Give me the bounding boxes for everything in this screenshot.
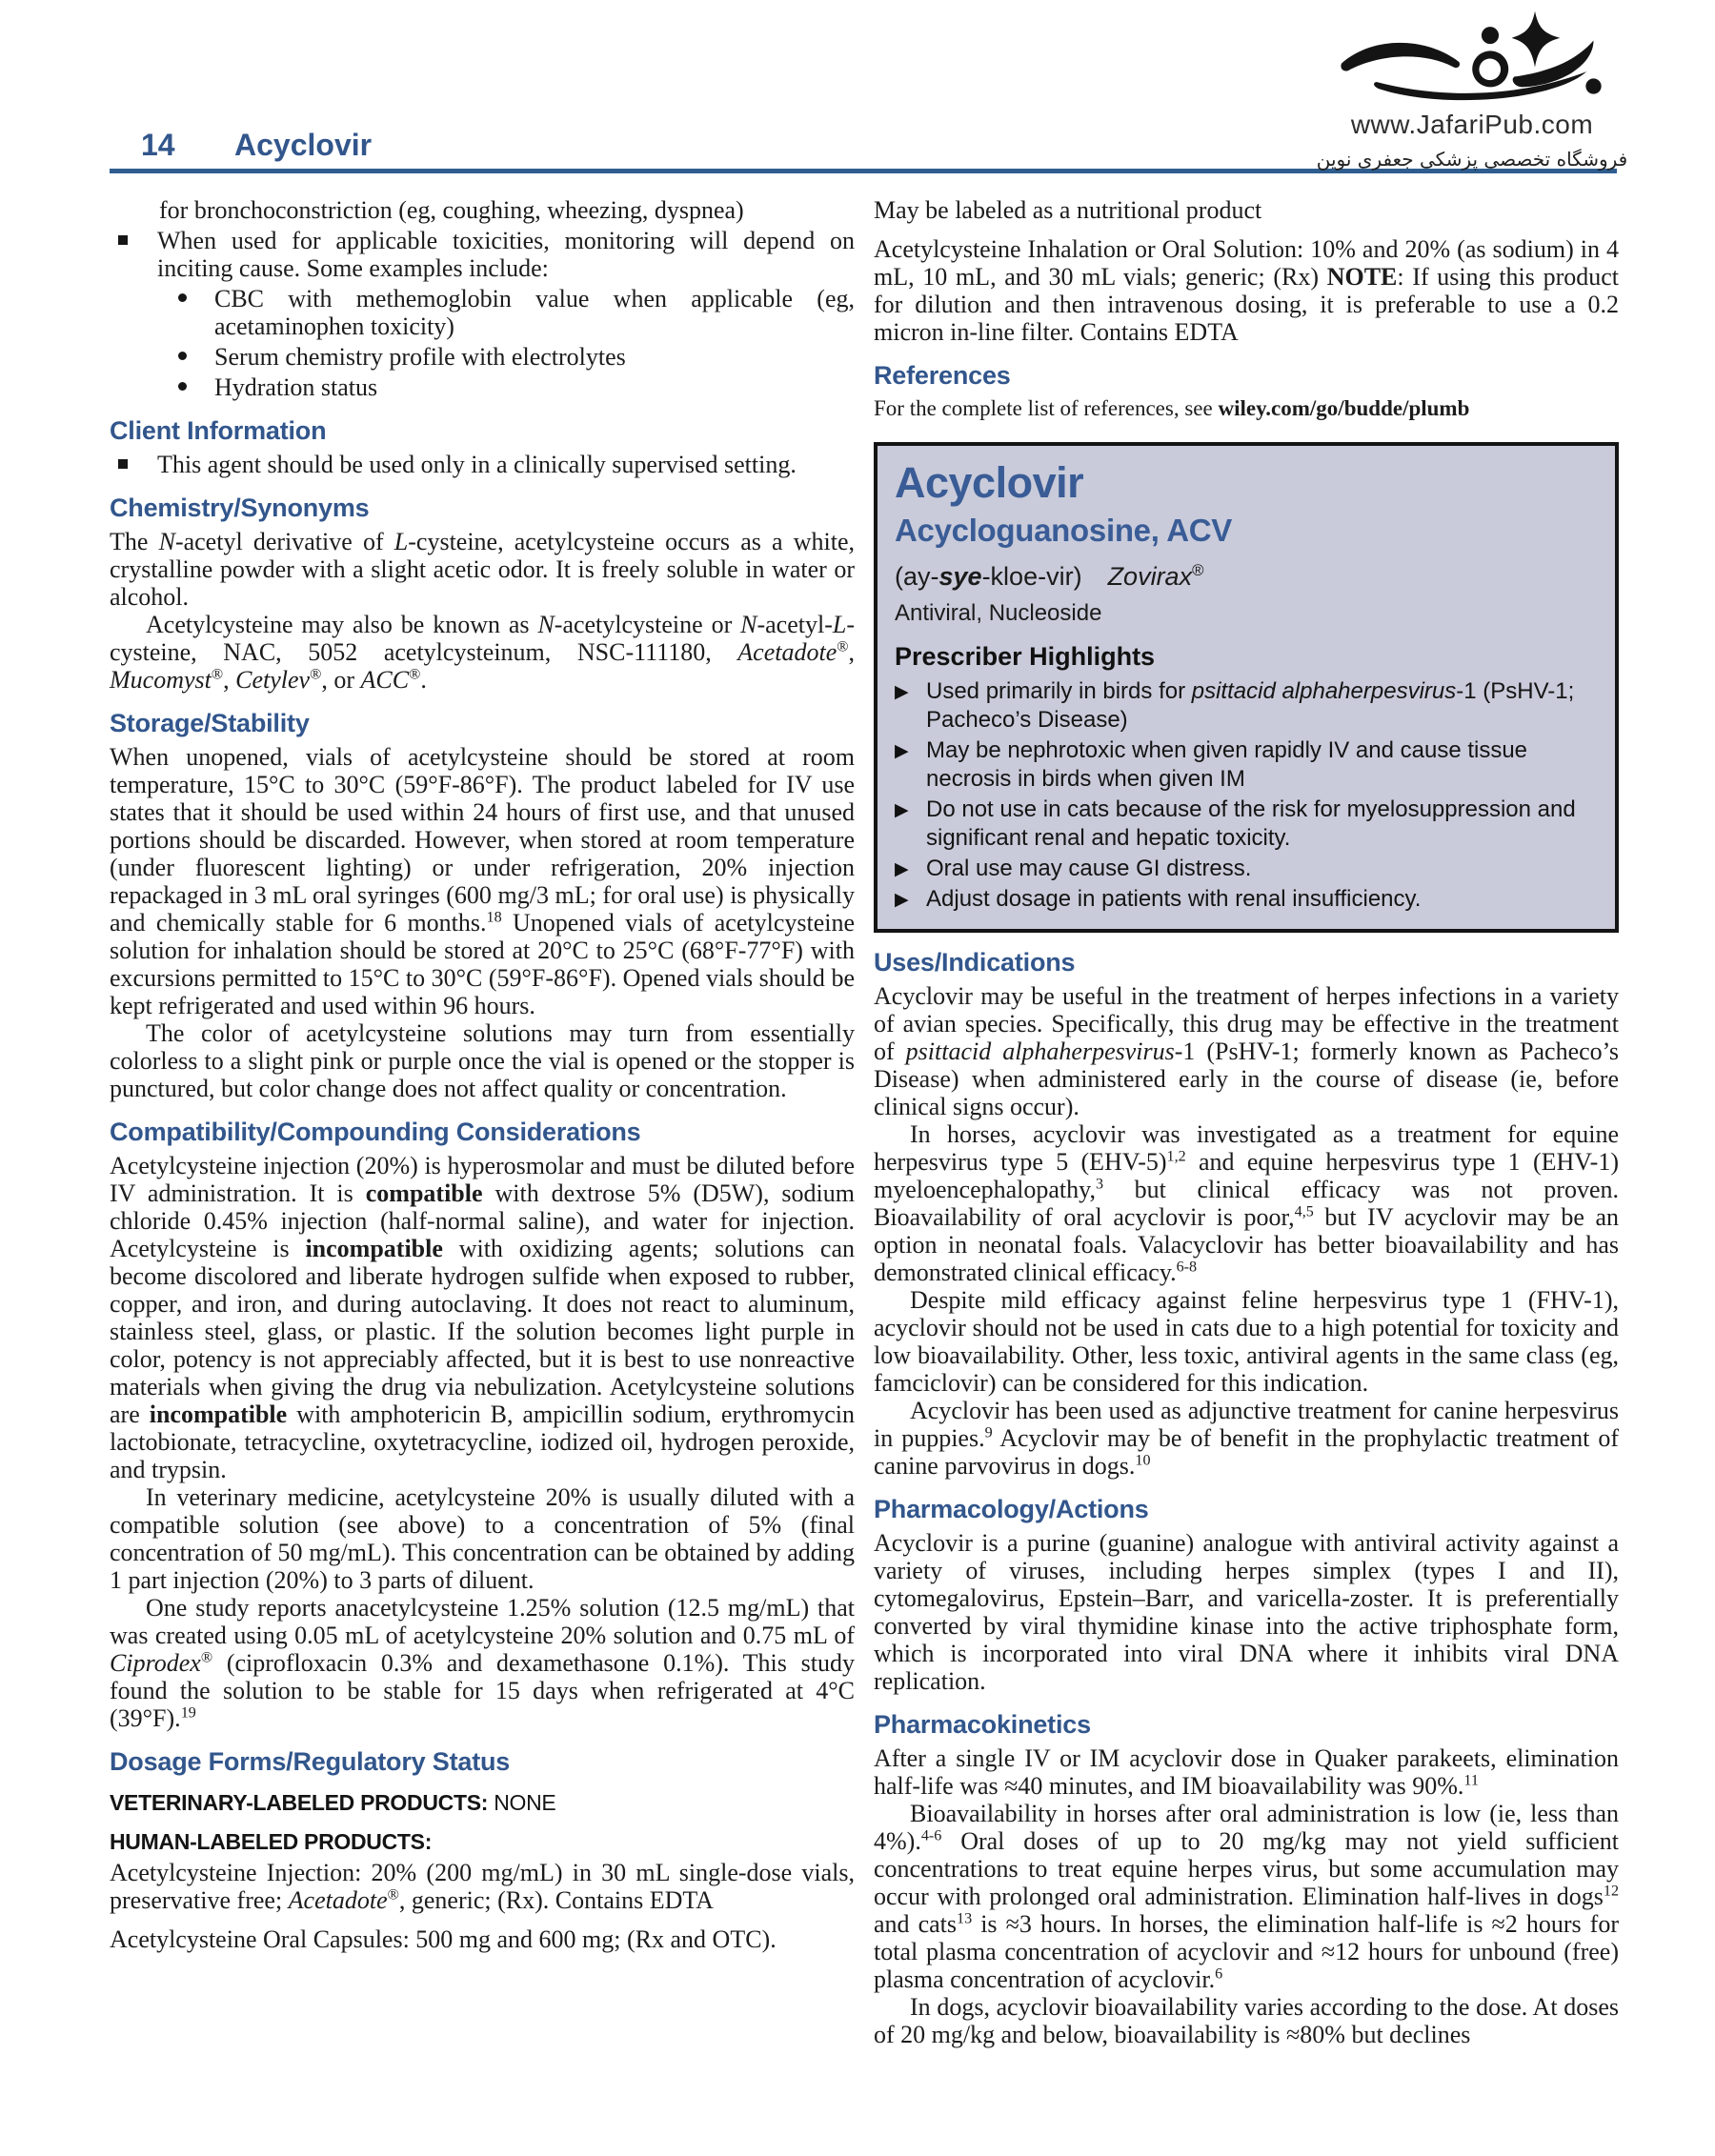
highlight-item: [895, 677, 1596, 735]
paragraph: In horses, acyclovir was investigated as a treatment for equine herpesvirus type 5 $(EHV-5)^{1,2}$ and equine herpesvirus type 1 (EHV-1) myeloencephalopathy,$^3$ but clinical efficacy was not proven. Bioavailability of oral acyclovir is poor,$^{4,5}$ but IV acyclovir may be an option in neonatal foals. Valacyclovir has better bioavailability and has demonstrated clinical efficacy.$^{6-8}$: [874, 1120, 1619, 1286]
bullet-text: Serum chemistry profile with electrolytes: [214, 343, 626, 371]
section-heading-uses-indications: Uses/Indications: [874, 948, 1076, 977]
paragraph: Acetylcysteine may also be known as N-acetylcysteine or N-acetyl-L-cysteine, NAC, 5052 acetylcysteinum, NSC-111180, Acetadote®, Mucomyst®, Cetylev®, or ACC®.: [110, 611, 855, 694]
drug-synonyms: Acycloguanosine, ACV: [895, 513, 1233, 548]
bullet-item: [110, 227, 855, 282]
dot-bullet-icon: [178, 382, 187, 391]
bullet-item: [110, 451, 855, 478]
right-column: [874, 196, 1619, 2048]
paragraph: The N-acetyl derivative of L-cysteine, acetylcysteine occurs as a white, crystalline powder with a slight acetic odor. It is freely soluble in water or alcohol.: [110, 528, 855, 611]
highlight-text: Adjust dosage in patients with renal insufficiency.: [926, 886, 1422, 912]
section-heading-storage-stability: Storage/Stability: [110, 709, 310, 737]
bullet-text: When used for applicable toxicities, monitoring will depend on inciting cause. Some examples include:: [157, 227, 855, 282]
bullet-text: CBC with methemoglobin value when applicable (eg, acetaminophen toxicity): [214, 285, 855, 340]
triangle-bullet-icon: ▶: [895, 859, 909, 879]
highlight-item: [895, 796, 1596, 853]
paragraph: Bioavailability in horses after oral administration is low (ie, less than 4%).$^{4-6}$ Oral doses of up to 20 mg/kg may not yield sufficient concentrations to treat equine herpes virus, but some accumulation may occur with prolonged oral administration. Elimination half-lives in dogs$^{12}$ and cats$^{13}$ is ≈3 hours. In horses, the elimination half-life is ≈2 hours for total plasma concentration of acyclovir and ≈12 hours for unbound (free) plasma concentration of acyclovir.$^6$: [874, 1800, 1619, 1993]
paragraph: Acetylcysteine injection (20%) is hyperosmolar and must be diluted before IV administration. It is compatible with dextrose 5% (D5W), sodium chloride 0.45% injection (half-normal saline), and water for injection. Acetylcysteine is incompatible with oxidizing agents; solutions can become discolored and liberate hydrogen sulfide when exposed to rubber, copper, and iron, and during autoclaving. It does not react to aluminum, stainless steel, glass, or plastic. If the solution becomes light purple in color, potency is not appreciably affected, but it is best to use nonreactive materials when giving the drug via nebulization. Acetylcysteine solutions are incompatible with amphotericin B, ampicillin sodium, erythromycin lactobionate, tetracycline, oxytetracycline, iodized oil, hydrogen peroxide, and trypsin.: [110, 1152, 855, 1483]
drug-title: Acyclovir: [895, 458, 1084, 507]
paragraph: In dogs, acyclovir bioavailability varies according to the dose. At doses of 20 mg/kg and below, bioavailability is ≈80% but declines: [874, 1993, 1619, 2048]
drug-class: Antiviral, Nucleoside: [895, 600, 1102, 626]
section-heading-pharmacology-actions: Pharmacology/Actions: [874, 1495, 1149, 1523]
highlight-item: [895, 736, 1596, 794]
triangle-bullet-icon: ▶: [895, 741, 909, 761]
bullet-item: [110, 373, 855, 401]
dot-bullet-icon: [178, 352, 187, 360]
publisher-tagline: فروشگاه تخصصی پزشکی جعفری نوین: [1316, 148, 1628, 171]
product-category-label: VETERINARY-LABELED PRODUCTS:: [110, 1790, 489, 1815]
publisher-branding: [1315, 10, 1629, 171]
bullet-item: [110, 285, 855, 340]
section-heading-references: References: [874, 361, 1011, 390]
triangle-bullet-icon: ▶: [895, 682, 909, 702]
product-category-value: NONE: [494, 1790, 556, 1815]
triangle-bullet-icon: ▶: [895, 800, 909, 820]
publisher-logo-icon: [1324, 10, 1620, 109]
continuation-paragraph: for bronchoconstriction (eg, coughing, wheezing, dyspnea): [159, 196, 744, 224]
square-bullet-icon: [118, 459, 128, 469]
dot-bullet-icon: [178, 293, 187, 302]
paragraph: The color of acetylcysteine solutions may turn from essentially colorless to a slight pink or purple once the vial is opened or the stopper is punctured, but color change does not affect quality or concentration.: [110, 1019, 855, 1102]
bullet-text: Hydration status: [214, 373, 378, 401]
paragraph: Acetylcysteine Inhalation or Oral Solution: 10% and 20% (as sodium) in 4 mL, 10 mL, and 30 mL vials; generic; (Rx) NOTE: If using this product for dilution and then intravenous dosing, it is preferable to use a 0.2 micron in-line filter. Contains EDTA: [874, 235, 1619, 346]
drug-pronunciation: (ay-sye-kloe-vir) Zovirax®: [895, 561, 1204, 591]
paragraph: One study reports anacetylcysteine 1.25% solution (12.5 mg/mL) that was created using 0.05 mL of acetylcysteine 20% solution and 0.75 mL of Ciprodex® (ciprofloxacin 0.3% and dexamethasone 0.1%). This study found the solution to be stable for 15 days when refrigerated at 4°C (39°F).$^{19}$: [110, 1594, 855, 1732]
prescriber-highlights-heading: Prescriber Highlights: [895, 642, 1156, 671]
paragraph: Acyclovir is a purine (guanine) analogue with antiviral activity against a variety of viruses, including herpes simplex (types I and II), cytomegalovirus, Epstein–Barr, and varicella-zoster. It is preferentially converted by viral thymidine kinase into the active triphosphate form, which is incorporated into viral DNA where it inhibits viral DNA replication.: [874, 1529, 1619, 1695]
section-heading-client-information: Client Information: [110, 416, 327, 445]
paragraph: Acyclovir may be useful in the treatment of herpes infections in a variety of avian species. Specifically, this drug may be effective in the treatment of psittacid alphaherpesvirus-1 (PsHV-1; formerly known as Pacheco’s Disease) when administered early in the course of disease (ie, before clinical signs occur).: [874, 982, 1619, 1120]
bullet-text: This agent should be used only in a clinically supervised setting.: [157, 451, 797, 478]
references-text: For the complete list of references, see wiley.com/go/budde/plumb: [874, 396, 1470, 420]
product-category-label: HUMAN-LABELED PRODUCTS:: [110, 1829, 433, 1854]
section-heading-chemistry-synonyms: Chemistry/Synonyms: [110, 494, 370, 522]
product-category-human: [110, 1829, 855, 1855]
product-category-veterinary: [110, 1790, 855, 1816]
highlight-text: Do not use in cats because of the risk for myelosuppression and significant renal and hepatic toxicity.: [926, 796, 1576, 851]
drug-monograph-box: [874, 442, 1619, 933]
highlight-text: Used primarily in birds for psittacid alphaherpesvirus-1 (PsHV-1; Pacheco’s Disease): [926, 678, 1575, 733]
paragraph: May be labeled as a nutritional product: [874, 196, 1262, 224]
bullet-item: [110, 343, 855, 371]
page-number: 14: [141, 128, 175, 162]
paragraph: After a single IV or IM acyclovir dose in Quaker parakeets, elimination half-life was ≈40 minutes, and IM bioavailability was 90%.$^{11}$: [874, 1744, 1619, 1800]
paragraph: Acetylcysteine Oral Capsules: 500 mg and 600 mg; (Rx and OTC).: [110, 1925, 777, 1953]
highlight-item: [895, 885, 1596, 914]
section-heading-compatibility: Compatibility/Compounding Considerations: [110, 1118, 641, 1146]
paragraph: Despite mild efficacy against feline herpesvirus type 1 (FHV-1), acyclovir should not be used in cats due to a high potential for toxicity and low bioavailability. Other, less toxic, antiviral agents in the same class (eg, famciclovir) can be considered for this indication.: [874, 1286, 1619, 1397]
highlight-text: May be nephrotoxic when given rapidly IV and cause tissue necrosis in birds when given IM: [926, 737, 1528, 792]
section-heading-pharmacokinetics: Pharmacokinetics: [874, 1710, 1091, 1739]
publisher-url: www.JafariPub.com: [1350, 110, 1594, 139]
page-title: Acyclovir: [234, 128, 373, 162]
highlight-item: [895, 855, 1596, 883]
section-heading-dosage-forms: Dosage Forms/Regulatory Status: [110, 1747, 511, 1776]
paragraph: In veterinary medicine, acetylcysteine 20% is usually diluted with a compatible solution (see above) to a concentration of 5% (final concentration of 50 mg/mL). This concentration can be obtained by adding 1 part injection (20%) to 3 parts of diluent.: [110, 1483, 855, 1594]
square-bullet-icon: [118, 235, 128, 245]
paragraph: When unopened, vials of acetylcysteine should be stored at room temperature, 15°C to 30°C (59°F-86°F). The product labeled for IV use states that it should be used within 24 hours of first use, and that unused portions should be discarded. However, when stored at room temperature (under fluorescent lighting) or under refrigeration, 20% injection repackaged in 3 mL oral syringes (600 mg/3 mL; for oral use) is physically and chemically stable for 6 months.$^{18}$ Unopened vials of acetylcysteine solution for inhalation should be stored at 20°C to 25°C (68°F-77°F) with excursions permitted to 15°C to 30°C (59°F-86°F). Opened vials should be kept refrigerated and used within 96 hours.: [110, 743, 856, 1019]
paragraph: Acetylcysteine Injection: 20% (200 mg/mL) in 30 mL single-dose vials, preservative free; Acetadote®, generic; (Rx). Contains EDTA: [110, 1859, 855, 1914]
left-column: [110, 196, 855, 1953]
highlight-text: Oral use may cause GI distress.: [926, 856, 1252, 881]
triangle-bullet-icon: ▶: [895, 890, 909, 910]
paragraph: Acyclovir has been used as adjunctive treatment for canine herpesvirus in puppies.$^9$ Acyclovir may be of benefit in the prophylactic treatment of canine parvovirus in dogs.$^{10}$: [874, 1397, 1620, 1480]
